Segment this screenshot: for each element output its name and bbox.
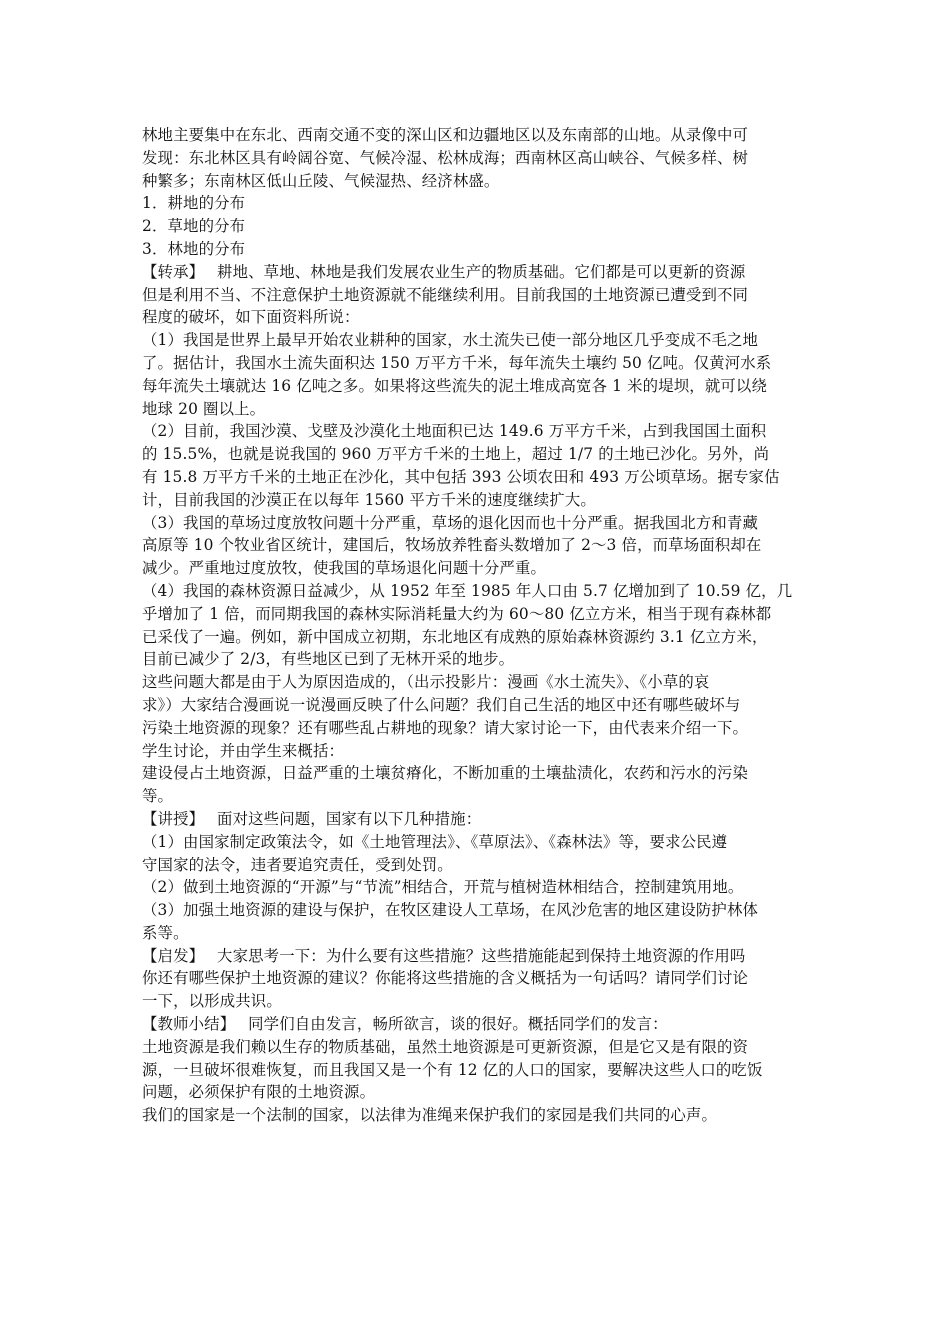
text-line: 学生讨论，并由学生来概括： xyxy=(142,741,345,760)
text-line: 有 15.8 万平方千米的土地正在沙化，其中包括 393 公顷农田和 493 万公顷草场。据专家估 xyxy=(142,467,780,486)
text-line: 3．林地的分布 xyxy=(142,239,246,258)
text-line: 求》）大家结合漫画说一说漫画反映了什么问题？我们自己生活的地区中还有哪些破坏与 xyxy=(142,695,741,714)
text-line: 【启发】 大家思考一下：为什么要有这些措施？这些措施能起到保持土地资源的作用吗 xyxy=(142,946,746,965)
text-line: 目前已减少了 2/3，有些地区已到了无林开采的地步。 xyxy=(142,650,515,669)
text-line: 【讲授】 面对这些问题，国家有以下几种措施： xyxy=(142,809,482,828)
text-line: 建设侵占土地资源，日益严重的土壤贫瘠化，不断加重的土壤盐渍化，农药和污水的污染 xyxy=(142,764,749,783)
text-line: 但是利用不当、不注意保护土地资源就不能继续利用。目前我国的土地资源已遭受到不同 xyxy=(142,285,749,304)
text-line: 每年流失土壤就达 16 亿吨之多。如果将这些流失的泥土堆成高宽各 1 米的堤坝，就可以绕 xyxy=(142,376,767,395)
text-line: （4）我国的森林资源日益减少，从 1952 年至 1985 年人口由 5.7 亿增加到了 10.59 亿，几 xyxy=(142,581,793,600)
text-line: 地球 20 圈以上。 xyxy=(142,399,266,418)
text-line: 减少。严重地过度放牧，使我国的草场退化问题十分严重。 xyxy=(142,559,547,578)
text-line: 【转承】 耕地、草地、林地是我们发展农业生产的物质基础。它们都是可以更新的资源 xyxy=(142,262,746,281)
text-line: 计，目前我国的沙漠正在以每年 1560 平方千米的速度继续扩大。 xyxy=(142,490,596,509)
document-body xyxy=(142,124,810,1127)
text-line: （2）做到土地资源的“开源”与“节流”相结合，开荒与植树造林相结合，控制建筑用地。 xyxy=(142,878,744,897)
text-line: 种繁多；东南林区低山丘陵、气候湿热、经济林盛。 xyxy=(142,171,500,190)
text-line: 我们的国家是一个法制的国家，以法律为准绳来保护我们的家园是我们共同的心声。 xyxy=(142,1106,718,1125)
text-line: 乎增加了 1 倍，而同期我国的森林实际消耗量大约为 60～80 亿立方米，相当于现有森林都 xyxy=(142,604,772,623)
text-line: （1）由国家制定政策法令，如《土地管理法》、《草原法》、《森林法》等，要求公民遵 xyxy=(142,832,728,851)
text-line: 系等。 xyxy=(142,923,189,942)
text-line: 这些问题大都是由于人为原因造成的，（出示投影片：漫画《水土流失》、《小草的哀 xyxy=(142,673,710,692)
text-line: 发现：东北林区具有岭阔谷宽、气候冷湿、松林成海；西南林区高山峡谷、气候多样、树 xyxy=(142,148,749,167)
text-line: （3）加强土地资源的建设与保护，在牧区建设人工草场，在风沙危害的地区建设防护林体 xyxy=(142,901,759,920)
text-line: 2．草地的分布 xyxy=(142,217,246,236)
text-line: 守国家的法令，违者要追究责任，受到处罚。 xyxy=(142,855,453,874)
text-line: 污染土地资源的现象？还有哪些乱占耕地的现象？请大家讨论一下，由代表来介绍一下。 xyxy=(142,718,749,737)
text-line: 高原等 10 个牧业省区统计，建国后，牧场放养牲畜头数增加了 2～3 倍，而草场面积却在 xyxy=(142,536,762,555)
text-line: 了。据估计，我国水土流失面积达 150 万平方千米，每年流失土壤约 50 亿吨。仅黄河水系 xyxy=(142,353,772,372)
text-line: 问题，必须保护有限的土地资源。 xyxy=(142,1083,376,1102)
text-line: 等。 xyxy=(142,787,174,806)
text-line: 一下，以形成共识。 xyxy=(142,992,282,1011)
text-line: （2）目前，我国沙漠、戈壁及沙漠化土地面积已达 149.6 万平方千米，占到我国国土面积 xyxy=(142,422,767,441)
text-line: 你还有哪些保护土地资源的建议？你能将这些措施的含义概括为一句话吗？请同学们讨论 xyxy=(142,969,749,988)
text-line: 1．耕地的分布 xyxy=(142,194,246,213)
text-line: 已采伐了一遍。例如，新中国成立初期，东北地区有成熟的原始森林资源约 3.1 亿立方米， xyxy=(142,627,768,646)
text-line: 的 15.5%，也就是说我国的 960 万平方千米的土地上，超过 1/7 的土地已沙化。另外，尚 xyxy=(142,445,770,464)
text-line: （1）我国是世界上最早开始农业耕种的国家，水土流失已使一部分地区几乎变成不毛之地 xyxy=(142,331,759,350)
text-line: 林地主要集中在东北、西南交通不变的深山区和边疆地区以及东南部的山地。从录像中可 xyxy=(142,126,749,144)
text-line: 程度的破坏，如下面资料所说： xyxy=(142,308,360,327)
text-line: （3）我国的草场过度放牧问题十分严重，草场的退化因而也十分严重。据我国北方和青藏 xyxy=(142,513,759,532)
text-line: 【教师小结】 同学们自由发言，畅所欲言，谈的很好。概括同学们的发言： xyxy=(142,1015,668,1034)
text-line: 源，一旦破坏很难恢复，而且我国又是一个有 12 亿的人口的国家，要解决这些人口的吃饭 xyxy=(142,1060,763,1079)
text-line: 土地资源是我们赖以生存的物质基础，虽然土地资源是可更新资源，但是它又是有限的资 xyxy=(142,1037,749,1056)
